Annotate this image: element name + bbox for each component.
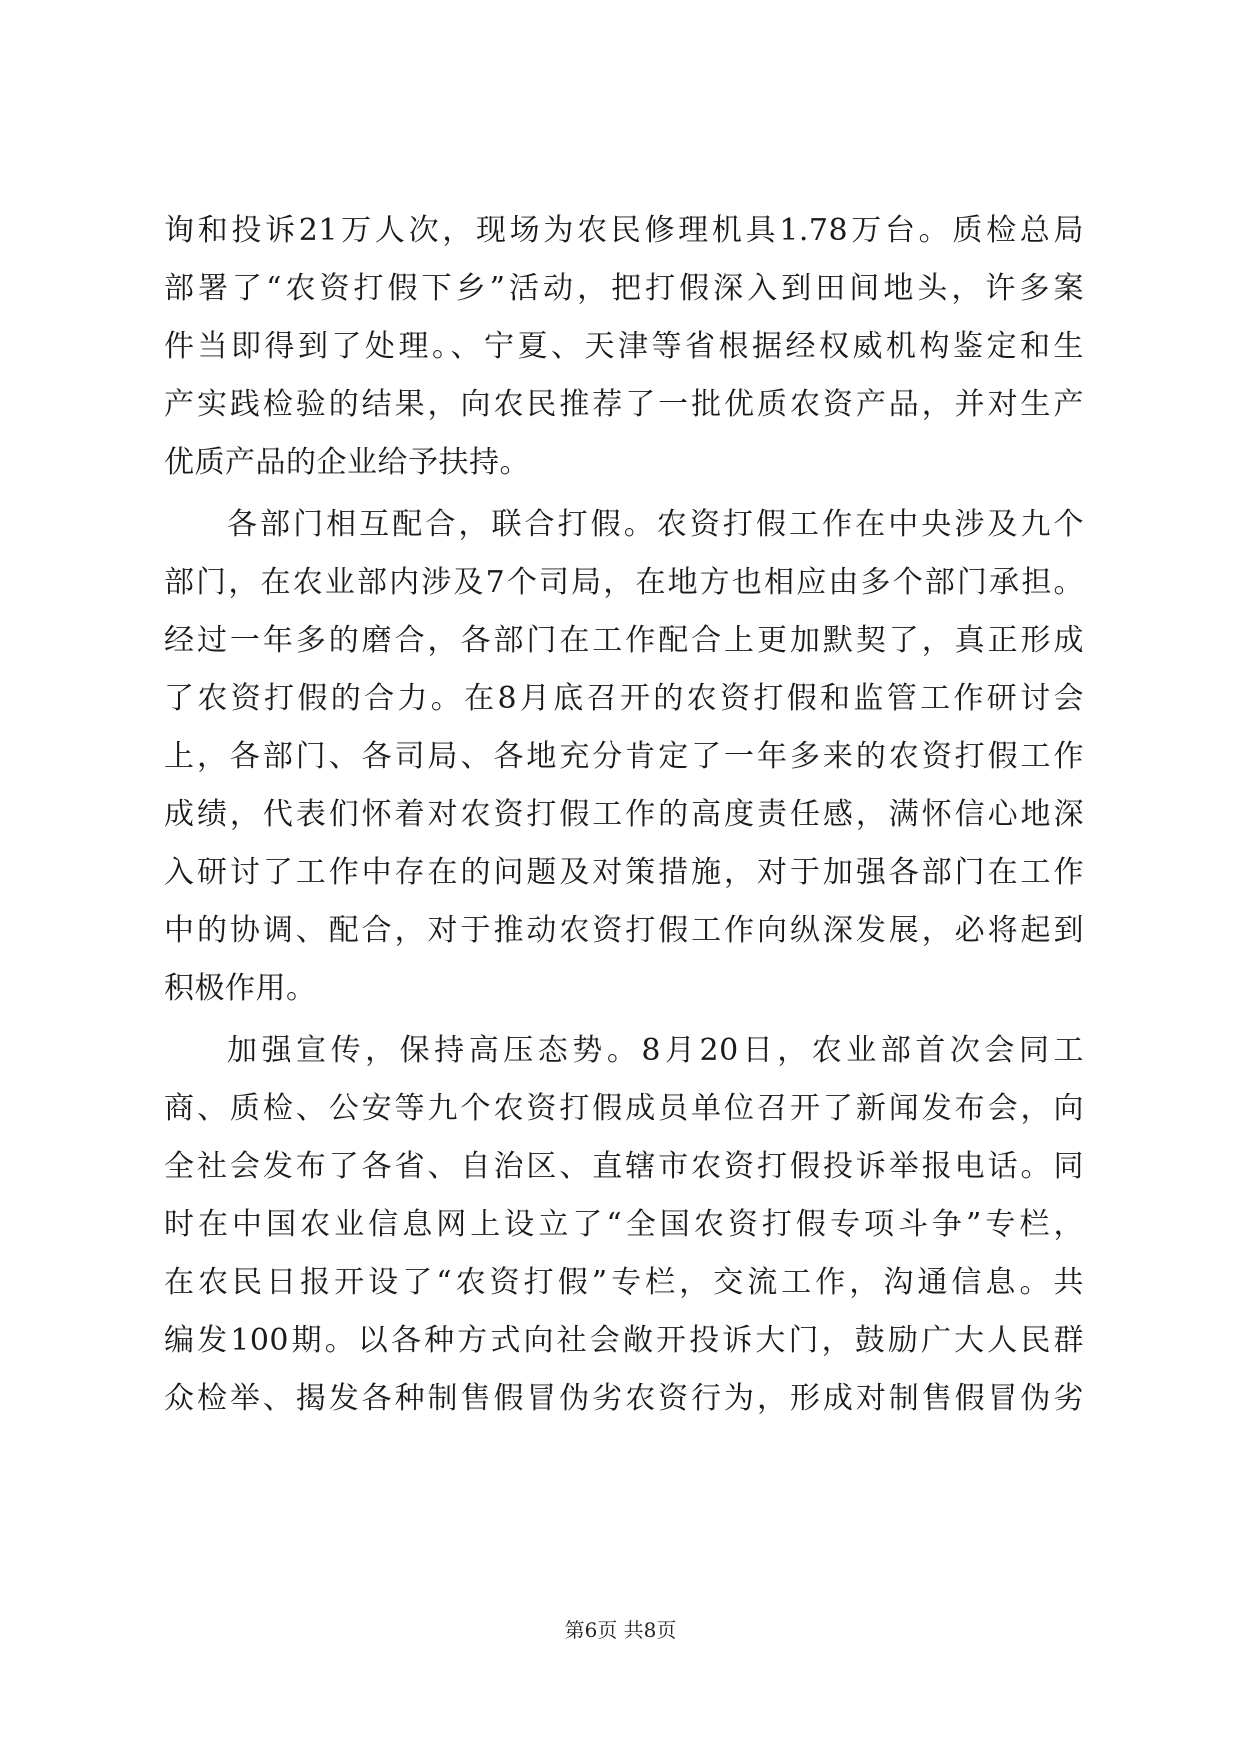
body-text-line: 询和投诉21万人次，现场为农民修理机具1.78万台。质检总局: [164, 213, 1084, 248]
body-text-line: 上，各部门、各司局、各地充分肯定了一年多来的农资打假工作: [164, 739, 1084, 774]
body-text-line: 在农民日报开设了“农资打假”专栏，交流工作，沟通信息。共: [164, 1265, 1084, 1300]
body-text-line: 产实践检验的结果，向农民推荐了一批优质农资产品，并对生产: [164, 387, 1084, 422]
paragraph-first-line: 加强宣传，保持高压态势。8月20日，农业部首次会同工: [227, 1033, 1084, 1068]
body-text-line: 经过一年多的磨合，各部门在工作配合上更加默契了，真正形成: [164, 623, 1084, 658]
body-text-line: 全社会发布了各省、自治区、直辖市农资打假投诉举报电话。同: [164, 1149, 1084, 1184]
body-text-line: 中的协调、配合，对于推动农资打假工作向纵深发展，必将起到: [164, 913, 1084, 948]
body-text-line: 众检举、揭发各种制售假冒伪劣农资行为，形成对制售假冒伪劣: [164, 1381, 1084, 1416]
page-number-footer: 第6页 共8页: [564, 1618, 677, 1642]
body-text-line: 部署了“农资打假下乡”活动，把打假深入到田间地头，许多案: [164, 271, 1084, 306]
body-text-line: 了农资打假的合力。在8月底召开的农资打假和监管工作研讨会: [164, 681, 1084, 716]
body-text-line: 编发100期。以各种方式向社会敞开投诉大门，鼓励广大人民群: [164, 1323, 1084, 1358]
body-text-line: 部门，在农业部内涉及7个司局，在地方也相应由多个部门承担。: [164, 565, 1084, 600]
body-text-line: 入研讨了工作中存在的问题及对策措施，对于加强各部门在工作: [164, 855, 1084, 890]
body-text-line: 积极作用。: [164, 971, 317, 1006]
paragraph-first-line: 各部门相互配合，联合打假。农资打假工作在中央涉及九个: [227, 507, 1084, 542]
body-text-line: 商、质检、公安等九个农资打假成员单位召开了新闻发布会，向: [164, 1091, 1084, 1126]
body-text-line: 时在中国农业信息网上设立了“全国农资打假专项斗争”专栏，: [164, 1207, 1084, 1242]
body-text-line: 成绩，代表们怀着对农资打假工作的高度责任感，满怀信心地深: [164, 797, 1084, 832]
body-text-line: 件当即得到了处理。、宁夏、天津等省根据经权威机构鉴定和生: [164, 329, 1084, 364]
body-text-line: 优质产品的企业给予扶持。: [164, 445, 530, 480]
